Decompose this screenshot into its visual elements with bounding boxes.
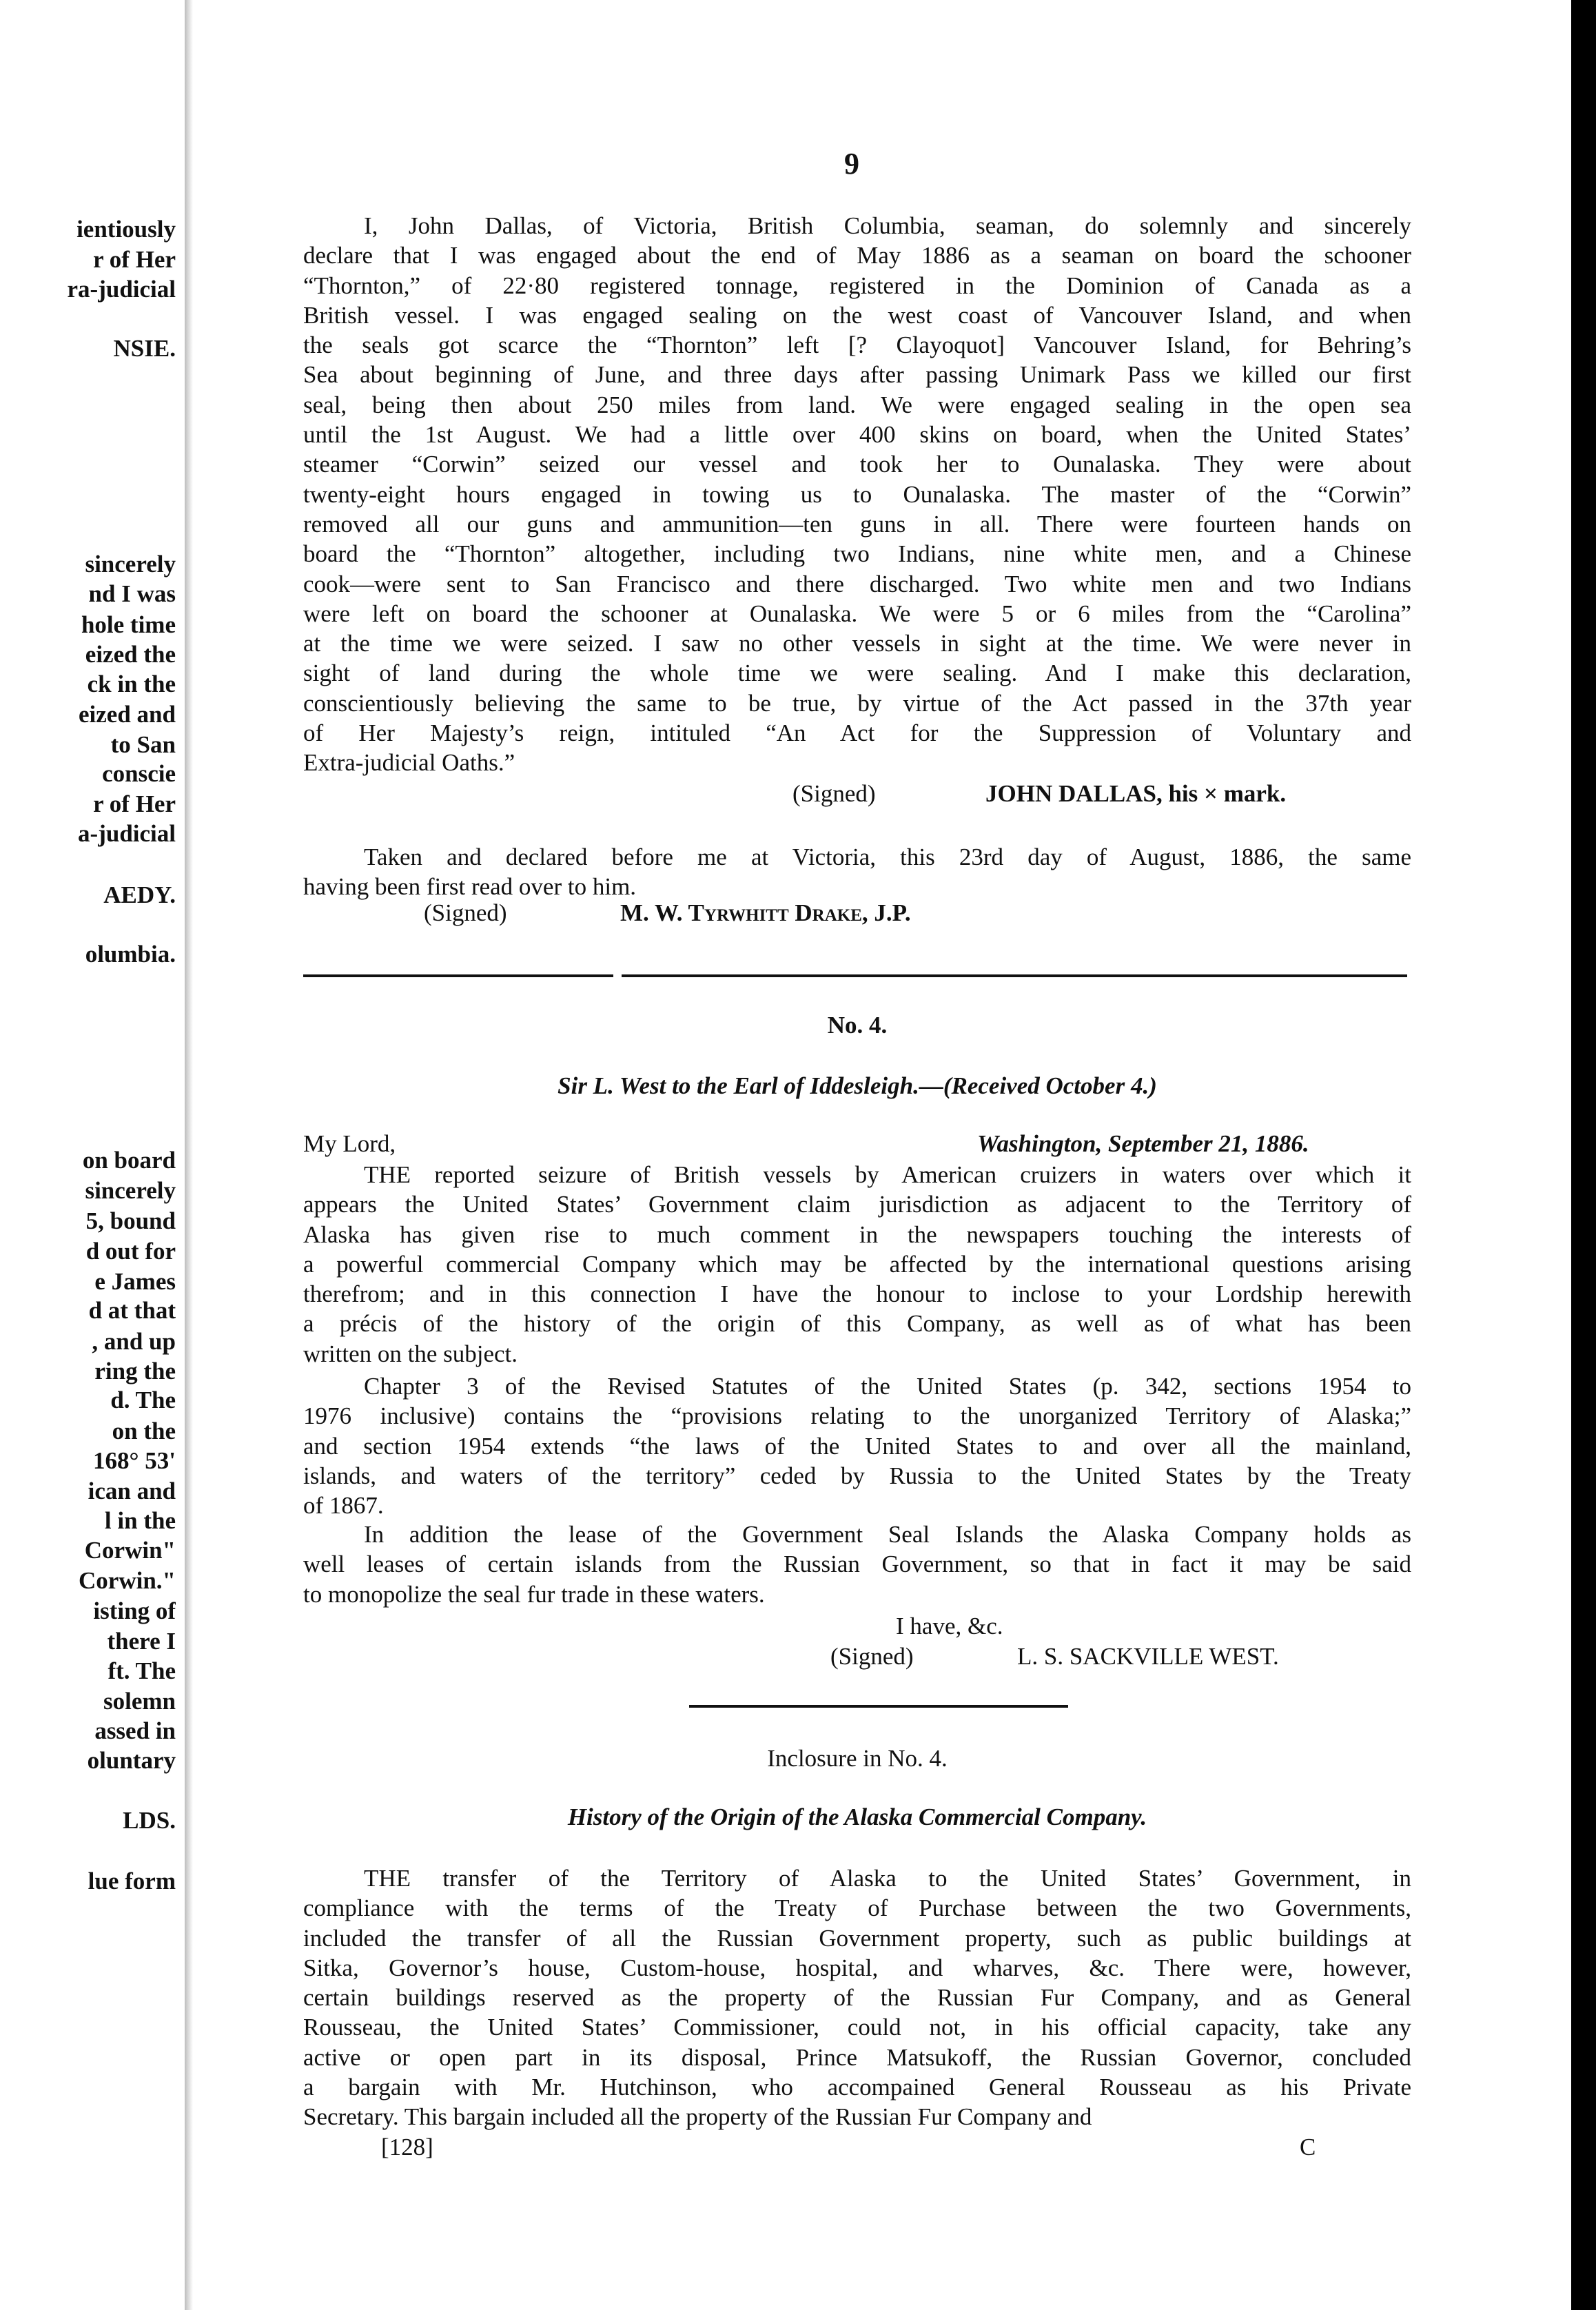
text-line: cook—were sent to San Francisco and there discharged. Two white men and two Indians (303, 570, 1411, 597)
margin-fragment: oluntary (87, 1747, 176, 1774)
text-line: Chapter 3 of the Revised Statutes of the United States (p. 342, sections 1954 to (364, 1373, 1411, 1400)
no4-signed-label: (Signed) (830, 1643, 914, 1670)
no4-heading: No. 4. (827, 1012, 888, 1039)
text-line: of 1867. (303, 1492, 384, 1520)
no4-signer: L. S. SACKVILLE WEST. (1017, 1643, 1279, 1670)
text-line: included the transfer of all the Russian Government property, such as public buildings at (303, 1924, 1411, 1952)
no4-closing: I have, &c. (896, 1613, 1003, 1639)
text-line: Alaska has given rise to much comment in the newspapers touching the interests of (303, 1220, 1411, 1248)
margin-fragment: hole time (81, 611, 176, 638)
inclosure-title: History of the Origin of the Alaska Commercial Company. (567, 1803, 1147, 1830)
text-line: appears the United States’ Government claim jurisdiction as adjacent to the Territory of (303, 1191, 1411, 1218)
text-line: twenty-eight hours engaged in towing us to Ounalaska. The master of the “Corwin” (303, 480, 1411, 508)
declaration-signed-label: (Signed) (792, 780, 876, 807)
text-line: conscientiously believing the same to be true, by virtue of the Act passed in the 37th year (303, 689, 1411, 717)
left-page-margin (0, 0, 186, 2310)
no4-subheading: Sir L. West to the Earl of Iddesleigh.—(Received October 4.) (557, 1072, 1157, 1099)
no4-paragraph-1 (303, 1160, 1411, 1369)
text-line: a powerful commercial Company which may be affected by the international questions arising (303, 1250, 1411, 1278)
attestation-paragraph (303, 842, 1411, 902)
attestation-signer: M. W. Tyrwhitt Drake, J.P. (620, 899, 911, 926)
margin-fragment: there I (107, 1628, 176, 1655)
text-line: seal, being then about 250 miles from land. We were engaged sealing in the open sea (303, 391, 1411, 418)
text-line: Extra-judicial Oaths.” (303, 749, 515, 777)
section-divider-right (622, 974, 1407, 977)
text-line: of Her Majesty’s reign, intituled “An Act for the Suppression of Voluntary and (303, 719, 1411, 747)
text-line: steamer “Corwin” seized our vessel and took her to Ounalaska. They were about (303, 451, 1411, 478)
margin-fragment: NSIE. (113, 335, 176, 362)
margin-fragment: eized and (79, 701, 176, 728)
text-line: a bargain with Mr. Hutchinson, who accompained General Rousseau as his Private (303, 2074, 1411, 2101)
declaration-paragraph (303, 211, 1411, 778)
text-line: THE reported seizure of British vessels by American cruizers in waters over which it (364, 1161, 1411, 1188)
margin-fragment: Corwin." (79, 1567, 176, 1594)
text-line: written on the subject. (303, 1340, 518, 1367)
inclosure-paragraph (303, 1863, 1411, 2132)
margin-fragment: r of Her (93, 246, 176, 273)
margin-fragment: conscie (102, 760, 176, 787)
margin-fragment: on the (112, 1418, 176, 1444)
footer-sheet-letter: C (1300, 2134, 1316, 2160)
inclosure-heading: Inclosure in No. 4. (767, 1745, 948, 1772)
text-line: Sitka, Governor’s house, Custom-house, hospital, and wharves, &c. There were, however, (303, 1954, 1411, 1981)
margin-fragment: on board (82, 1147, 176, 1174)
text-line: In addition the lease of the Government Seal Islands the Alaska Company holds as (364, 1521, 1411, 1548)
text-line: 1976 inclusive) contains the “provisions relating to the unorganized Territory of Alaska;” (303, 1402, 1411, 1430)
margin-fragment: Corwin" (84, 1537, 176, 1564)
margin-fragment: LDS. (123, 1807, 176, 1834)
no4-paragraph-2 (303, 1371, 1411, 1520)
margin-fragment: r of Her (93, 790, 176, 817)
margin-fragment: a-judicial (78, 820, 176, 847)
text-line: Rousseau, the United States’ Commissioner, could not, in his official capacity, take any (303, 2014, 1411, 2041)
margin-fragment: nd I was (88, 580, 176, 607)
text-line: to monopolize the seal fur trade in these waters. (303, 1580, 765, 1608)
text-line: a précis of the history of the origin of this Company, as well as of what has been (303, 1310, 1411, 1338)
margin-fragment: ican and (88, 1478, 176, 1504)
margin-fragment: d at that (88, 1297, 176, 1324)
text-line: and section 1954 extends “the laws of the United States to and over all the mainland, (303, 1432, 1411, 1460)
text-line: compliance with the terms of the Treaty of Purchase between the two Governments, (303, 1894, 1411, 1922)
margin-fragment: solemn (103, 1688, 176, 1715)
text-line: removed all our guns and ammunition—ten guns in all. There were fourteen hands on (303, 510, 1411, 538)
text-line: active or open part in its disposal, Prince Matsukoff, the Russian Governor, concluded (303, 2043, 1411, 2071)
margin-fragment: to San (110, 731, 176, 758)
attestation-signed-label: (Signed) (424, 899, 507, 926)
text-line: Taken and declared before me at Victoria, this 23rd day of August, 1886, the same (364, 844, 1411, 870)
text-line: were left on board the schooner at Ounalaska. We were 5 or 6 miles from the “Carolina” (303, 600, 1411, 627)
margin-fragment: AEDY. (103, 881, 176, 908)
margin-fragment: 168° 53' (93, 1447, 176, 1474)
margin-fragment: l in the (104, 1507, 176, 1534)
text-line: board the “Thornton” altogether, including two Indians, nine white men, and a Chinese (303, 540, 1411, 568)
text-line: British vessel. I was engaged sealing on the west coast of Vancouver Island, and when (303, 301, 1411, 329)
no4-salutation: My Lord, (303, 1130, 396, 1157)
margin-fragment: , and up (92, 1328, 176, 1355)
text-line: well leases of certain islands from the Russian Government, so that in fact it may be said (303, 1551, 1411, 1578)
text-line: having been first read over to him. (303, 873, 637, 901)
page-number: 9 (844, 147, 859, 181)
text-line: until the 1st August. We had a little over 400 skins on board, when the United States’ (303, 421, 1411, 449)
inclosure-divider (689, 1705, 1068, 1708)
margin-fragment: ft. The (108, 1657, 176, 1684)
margin-fragment: assed in (94, 1717, 176, 1744)
text-line: I, John Dallas, of Victoria, British Columbia, seaman, do solemnly and sincerely (364, 212, 1411, 239)
margin-fragment: d. The (110, 1387, 176, 1413)
margin-fragment: sincerely (85, 551, 176, 578)
margin-fragment: e James (94, 1268, 176, 1295)
margin-fragment: ientiously (76, 216, 176, 243)
no4-dateline: Washington, September 21, 1886. (977, 1130, 1309, 1157)
no4-paragraph-3 (303, 1520, 1411, 1609)
text-line: Sea about beginning of June, and three days after passing Unimark Pass we killed our first (303, 361, 1411, 389)
text-line: at the time we were seized. I saw no other vessels in sight at the time. We were never in (303, 630, 1411, 657)
text-line: sight of land during the whole time we were sealing. And I make this declaration, (303, 660, 1411, 687)
margin-fragment: sincerely (85, 1177, 176, 1204)
text-line: declare that I was engaged about the end of May 1886 as a seaman on board the schooner (303, 242, 1411, 269)
text-line: THE transfer of the Territory of Alaska to the United States’ Government, in (364, 1865, 1411, 1892)
margin-fragment: ck in the (87, 671, 176, 697)
text-line: islands, and waters of the territory” ceded by Russia to the United States by the Treaty (303, 1462, 1411, 1489)
text-line: “Thornton,” of 22·80 registered tonnage, registered in the Dominion of Canada as a (303, 272, 1411, 299)
margin-fragment: lue form (88, 1868, 176, 1894)
margin-fragment: ra-judicial (67, 276, 176, 303)
text-line: Secretary. This bargain included all the property of the Russian Fur Company and (303, 2103, 1092, 2131)
margin-fragment: d out for (85, 1238, 176, 1265)
margin-fragment: 5, bound (85, 1207, 176, 1234)
text-line: the seals got scarce the “Thornton” left [? Clayoquot] Vancouver Island, for Behring’s (303, 331, 1411, 359)
page-gutter-shadow (185, 0, 193, 2310)
declaration-signer: JOHN DALLAS, his × mark. (985, 780, 1287, 807)
margin-fragment: isting of (93, 1597, 176, 1624)
margin-fragment: eized the (85, 641, 176, 668)
scan-edge-bar (1571, 0, 1596, 2310)
text-line: therefrom; and in this connection I have the honour to inclose to your Lordship herewith (303, 1280, 1411, 1308)
margin-fragment: ring the (94, 1358, 176, 1384)
text-line: certain buildings reserved as the property of the Russian Fur Company, and as General (303, 1984, 1411, 2012)
footer-signature-mark: [128] (381, 2134, 433, 2160)
margin-fragment: olumbia. (85, 941, 176, 968)
section-divider-left (303, 974, 613, 977)
